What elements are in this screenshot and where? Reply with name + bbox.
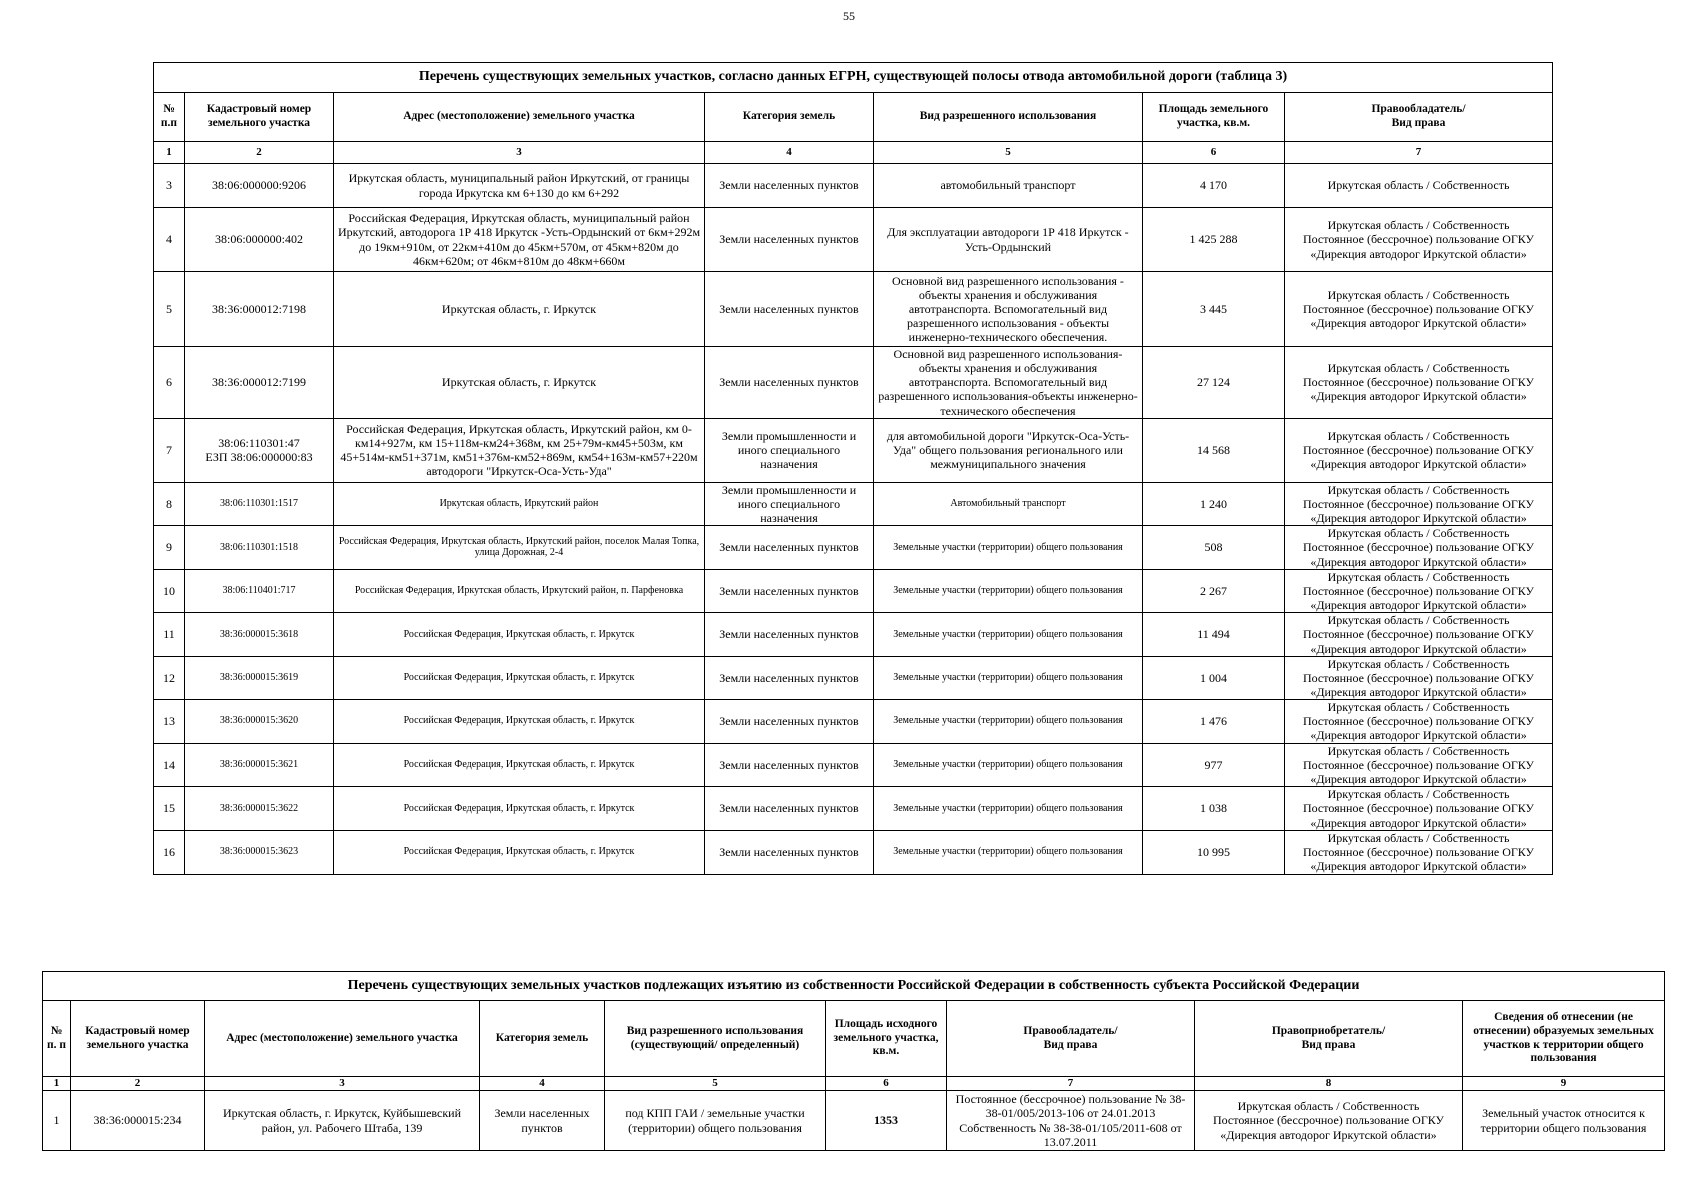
- cadastral-number: 38:36:000012:7199: [185, 347, 334, 419]
- land-category: Земли населенных пунктов: [705, 569, 874, 612]
- right-holder: Иркутская область / Собственность Постоянное (бессрочное) пользование ОГКУ «Дирекция автодорог Иркутской области»: [1285, 208, 1553, 272]
- table-row: [43, 1091, 1665, 1151]
- column-header: Сведения об отнесении (не отнесении) образуемых земельных участков к территории общего пользования: [1463, 1001, 1665, 1077]
- plot-address: Российская Федерация, Иркутская область, г. Иркутск: [334, 743, 705, 786]
- column-number: 2: [185, 142, 334, 164]
- plot-area: 1353: [826, 1091, 947, 1151]
- column-number: 6: [1143, 142, 1285, 164]
- column-number: 2: [71, 1077, 205, 1091]
- table-row: [154, 743, 1553, 786]
- row-number: 1: [43, 1091, 71, 1151]
- plot-address: Российская Федерация, Иркутская область, муниципальный район Иркутский, автодорога 1Р 418 Иркутск -Усть-Ордынский от 6км+292м до 19км+910м, от 22км+410м до 45км+570м, от 45км+820м до 46км+620м; от 46км+810м до 48км+660м: [334, 208, 705, 272]
- plot-address: Иркутская область, муниципальный район Иркутский, от границы города Иркутска км 6+130 до км 6+292: [334, 164, 705, 208]
- cadastral-number: 38:36:000015:3619: [185, 656, 334, 699]
- right-holder: Иркутская область / Собственность: [1285, 164, 1553, 208]
- table-row: [154, 272, 1553, 347]
- right-holder: Иркутская область / Собственность Постоянное (бессрочное) пользование ОГКУ «Дирекция автодорог Иркутской области»: [1285, 743, 1553, 786]
- table-row: [154, 613, 1553, 656]
- column-header: Вид разрешенного использования: [874, 93, 1143, 142]
- permitted-use: для автомобильной дороги "Иркутск-Оса-Усть-Уда" общего пользования регионального или межмуниципального значения: [874, 418, 1143, 482]
- permitted-use: автомобильный транспорт: [874, 164, 1143, 208]
- plot-address: Российская Федерация, Иркутская область, г. Иркутск: [334, 831, 705, 874]
- column-number: 1: [154, 142, 185, 164]
- table-row: [154, 569, 1553, 612]
- right-holder: Иркутская область / Собственность Постоянное (бессрочное) пользование ОГКУ «Дирекция автодорог Иркутской области»: [1285, 347, 1553, 419]
- cadastral-number: 38:36:000015:3622: [185, 787, 334, 831]
- row-number: 8: [154, 482, 185, 525]
- land-category: Земли промышленности и иного специального назначения: [705, 482, 874, 525]
- permitted-use: Основной вид разрешенного использования-объекты хранения и обслуживания автотранспорта. Вспомогательный вид разрешенного использования-объекты инженерно-технического обеспечения: [874, 347, 1143, 419]
- land-category: Земли населенных пунктов: [705, 831, 874, 874]
- column-number: 4: [705, 142, 874, 164]
- column-header: Правообладатель/ Вид права: [947, 1001, 1195, 1077]
- cadastral-number: 38:06:110301:1518: [185, 526, 334, 569]
- column-header: Правообладатель/ Вид права: [1285, 93, 1553, 142]
- existing-plots-table: [153, 62, 1553, 875]
- cadastral-number: 38:36:000015:3621: [185, 743, 334, 786]
- permitted-use: Земельные участки (территории) общего пользования: [874, 743, 1143, 786]
- permitted-use: Земельные участки (территории) общего пользования: [874, 526, 1143, 569]
- row-number: 3: [154, 164, 185, 208]
- plot-address: Иркутская область, г. Иркутск: [334, 272, 705, 347]
- column-number: 5: [605, 1077, 826, 1091]
- public-use-status: Земельный участок относится к территории общего пользования: [1463, 1091, 1665, 1151]
- right-holder: Иркутская область / Собственность Постоянное (бессрочное) пользование ОГКУ «Дирекция автодорог Иркутской области»: [1285, 787, 1553, 831]
- plot-area: 977: [1143, 743, 1285, 786]
- column-number-row: [43, 1077, 1665, 1091]
- cadastral-number: 38:06:110401:717: [185, 569, 334, 612]
- row-number: 7: [154, 418, 185, 482]
- row-number: 16: [154, 831, 185, 874]
- column-header: Кадастровый номер земельного участка: [71, 1001, 205, 1077]
- cadastral-number: 38:06:110301:47 ЕЗП 38:06:000000:83: [185, 418, 334, 482]
- page-number: 55: [843, 9, 855, 23]
- plot-area: 3 445: [1143, 272, 1285, 347]
- right-holder: Иркутская область / Собственность Постоянное (бессрочное) пользование ОГКУ «Дирекция автодорог Иркутской области»: [1285, 482, 1553, 525]
- permitted-use: Земельные участки (территории) общего пользования: [874, 656, 1143, 699]
- header-row: [154, 93, 1553, 142]
- plot-address: Иркутская область, г. Иркутск, Куйбышевский район, ул. Рабочего Штаба, 139: [205, 1091, 480, 1151]
- plot-address: Российская Федерация, Иркутская область, Иркутский район, поселок Малая Топка, улица Дорожная, 2-4: [334, 526, 705, 569]
- table-row: [154, 831, 1553, 874]
- plot-area: 1 476: [1143, 700, 1285, 743]
- permitted-use: Земельные участки (территории) общего пользования: [874, 787, 1143, 831]
- plot-area: 27 124: [1143, 347, 1285, 419]
- column-number-row: [154, 142, 1553, 164]
- land-category: Земли населенных пунктов: [705, 787, 874, 831]
- row-number: 10: [154, 569, 185, 612]
- table-row: [154, 700, 1553, 743]
- column-header: Площадь земельного участка, кв.м.: [1143, 93, 1285, 142]
- cadastral-number: 38:06:110301:1517: [185, 482, 334, 525]
- cadastral-number: 38:06:000000:402: [185, 208, 334, 272]
- table-row: [154, 347, 1553, 419]
- column-header: Площадь исходного земельного участка, кв.м.: [826, 1001, 947, 1077]
- cadastral-number: 38:36:000015:3620: [185, 700, 334, 743]
- plot-area: 2 267: [1143, 569, 1285, 612]
- plot-address: Иркутская область, г. Иркутск: [334, 347, 705, 419]
- permitted-use: Автомобильный транспорт: [874, 482, 1143, 525]
- row-number: 11: [154, 613, 185, 656]
- column-number: 4: [480, 1077, 605, 1091]
- column-number: 1: [43, 1077, 71, 1091]
- table-body: [154, 164, 1553, 875]
- land-category: Земли населенных пунктов: [705, 526, 874, 569]
- column-number: 9: [1463, 1077, 1665, 1091]
- table-row: [154, 164, 1553, 208]
- plot-address: Российская Федерация, Иркутская область, г. Иркутск: [334, 613, 705, 656]
- plot-area: 11 494: [1143, 613, 1285, 656]
- right-holder: Постоянное (бессрочное) пользование № 38-38-01/005/2013-106 от 24.01.2013 Собственность № 38-38-01/105/2011-608 от 13.07.2011: [947, 1091, 1195, 1151]
- column-header: Кадастровый номер земельного участка: [185, 93, 334, 142]
- permitted-use: Земельные участки (территории) общего пользования: [874, 613, 1143, 656]
- cadastral-number: 38:36:000015:234: [71, 1091, 205, 1151]
- row-number: 9: [154, 526, 185, 569]
- plot-area: 1 425 288: [1143, 208, 1285, 272]
- right-holder: Иркутская область / Собственность Постоянное (бессрочное) пользование ОГКУ «Дирекция автодорог Иркутской области»: [1285, 526, 1553, 569]
- plot-address: Иркутская область, Иркутский район: [334, 482, 705, 525]
- plot-area: 4 170: [1143, 164, 1285, 208]
- column-number: 7: [1285, 142, 1553, 164]
- column-header: Адрес (местоположение) земельного участка: [205, 1001, 480, 1077]
- plot-address: Российская Федерация, Иркутская область, Иркутский район, км 0-км14+927м, км 15+118м-км24+368м, км 25+79м-км45+503м, км 45+514м-км51+371м, км51+376м-км52+869м, км54+163м-км57+220м автодороги "Иркутск-Оса-Усть-Уда": [334, 418, 705, 482]
- column-header: № п.п: [154, 93, 185, 142]
- land-category: Земли населенных пунктов: [705, 656, 874, 699]
- right-holder: Иркутская область / Собственность Постоянное (бессрочное) пользование ОГКУ «Дирекция автодорог Иркутской области»: [1285, 700, 1553, 743]
- plot-area: 1 038: [1143, 787, 1285, 831]
- right-holder: Иркутская область / Собственность Постоянное (бессрочное) пользование ОГКУ «Дирекция автодорог Иркутской области»: [1285, 656, 1553, 699]
- column-header: Правоприобретатель/ Вид права: [1195, 1001, 1463, 1077]
- permitted-use: Земельные участки (территории) общего пользования: [874, 831, 1143, 874]
- plot-address: Российская Федерация, Иркутская область, г. Иркутск: [334, 787, 705, 831]
- row-number: 6: [154, 347, 185, 419]
- land-category: Земли населенных пунктов: [705, 700, 874, 743]
- plot-area: 508: [1143, 526, 1285, 569]
- table-row: [154, 418, 1553, 482]
- row-number: 15: [154, 787, 185, 831]
- plot-area: 10 995: [1143, 831, 1285, 874]
- table-caption: Перечень существующих земельных участков, согласно данных ЕГРН, существующей полосы отвода автомобильной дороги (таблица 3): [154, 63, 1553, 93]
- land-category: Земли населенных пунктов: [705, 272, 874, 347]
- cadastral-number: 38:36:000015:3623: [185, 831, 334, 874]
- right-holder: Иркутская область / Собственность Постоянное (бессрочное) пользование ОГКУ «Дирекция автодорог Иркутской области»: [1285, 418, 1553, 482]
- permitted-use: Основной вид разрешенного использования - объекты хранения и обслуживания автотранспорта. Вспомогательный вид разрешенного использования - объекты инженерно-технического обеспечения.: [874, 272, 1143, 347]
- row-number: 14: [154, 743, 185, 786]
- plot-area: 1 004: [1143, 656, 1285, 699]
- permitted-use: Земельные участки (территории) общего пользования: [874, 700, 1143, 743]
- column-header: № п. п: [43, 1001, 71, 1077]
- land-category: Земли промышленности и иного специального назначения: [705, 418, 874, 482]
- row-number: 13: [154, 700, 185, 743]
- table-row: [154, 482, 1553, 525]
- cadastral-number: 38:36:000015:3618: [185, 613, 334, 656]
- cadastral-number: 38:06:000000:9206: [185, 164, 334, 208]
- land-category: Земли населенных пунктов: [705, 743, 874, 786]
- permitted-use: Земельные участки (территории) общего пользования: [874, 569, 1143, 612]
- row-number: 12: [154, 656, 185, 699]
- column-header: Категория земель: [480, 1001, 605, 1077]
- column-number: 3: [205, 1077, 480, 1091]
- permitted-use: Для эксплуатации автодороги 1Р 418 Иркутск - Усть-Ордынский: [874, 208, 1143, 272]
- land-category: Земли населенных пунктов: [705, 613, 874, 656]
- column-header: Вид разрешенного использования (существующий/ определенный): [605, 1001, 826, 1077]
- header-row: [43, 1001, 1665, 1077]
- land-category: Земли населенных пунктов: [705, 208, 874, 272]
- row-number: 5: [154, 272, 185, 347]
- plot-address: Российская Федерация, Иркутская область, Иркутский район, п. Парфеновка: [334, 569, 705, 612]
- column-number: 5: [874, 142, 1143, 164]
- land-category: Земли населенных пунктов: [705, 347, 874, 419]
- plot-area: 1 240: [1143, 482, 1285, 525]
- column-number: 7: [947, 1077, 1195, 1091]
- permitted-use: под КПП ГАИ / земельные участки (территории) общего пользования: [605, 1091, 826, 1151]
- land-category: Земли населенных пунктов: [480, 1091, 605, 1151]
- plots-for-seizure-table: [42, 971, 1665, 1151]
- row-number: 4: [154, 208, 185, 272]
- land-category: Земли населенных пунктов: [705, 164, 874, 208]
- column-number: 3: [334, 142, 705, 164]
- table-row: [154, 208, 1553, 272]
- column-header: Категория земель: [705, 93, 874, 142]
- table-row: [154, 787, 1553, 831]
- right-holder: Иркутская область / Собственность Постоянное (бессрочное) пользование ОГКУ «Дирекция автодорог Иркутской области»: [1285, 569, 1553, 612]
- right-holder: Иркутская область / Собственность Постоянное (бессрочное) пользование ОГКУ «Дирекция автодорог Иркутской области»: [1285, 272, 1553, 347]
- column-number: 8: [1195, 1077, 1463, 1091]
- table-row: [154, 656, 1553, 699]
- plot-address: Российская Федерация, Иркутская область, г. Иркутск: [334, 700, 705, 743]
- right-holder: Иркутская область / Собственность Постоянное (бессрочное) пользование ОГКУ «Дирекция автодорог Иркутской области»: [1285, 613, 1553, 656]
- right-holder: Иркутская область / Собственность Постоянное (бессрочное) пользование ОГКУ «Дирекция автодорог Иркутской области»: [1285, 831, 1553, 874]
- column-header: Адрес (местоположение) земельного участка: [334, 93, 705, 142]
- cadastral-number: 38:36:000012:7198: [185, 272, 334, 347]
- column-number: 6: [826, 1077, 947, 1091]
- table-row: [154, 526, 1553, 569]
- plot-address: Российская Федерация, Иркутская область, г. Иркутск: [334, 656, 705, 699]
- right-acquirer: Иркутская область / Собственность Постоянное (бессрочное) пользование ОГКУ «Дирекция автодорог Иркутской области»: [1195, 1091, 1463, 1151]
- plot-area: 14 568: [1143, 418, 1285, 482]
- table-caption: Перечень существующих земельных участков подлежащих изъятию из собственности Российской Федерации в собственность субъекта Российской Федерации: [43, 972, 1665, 1001]
